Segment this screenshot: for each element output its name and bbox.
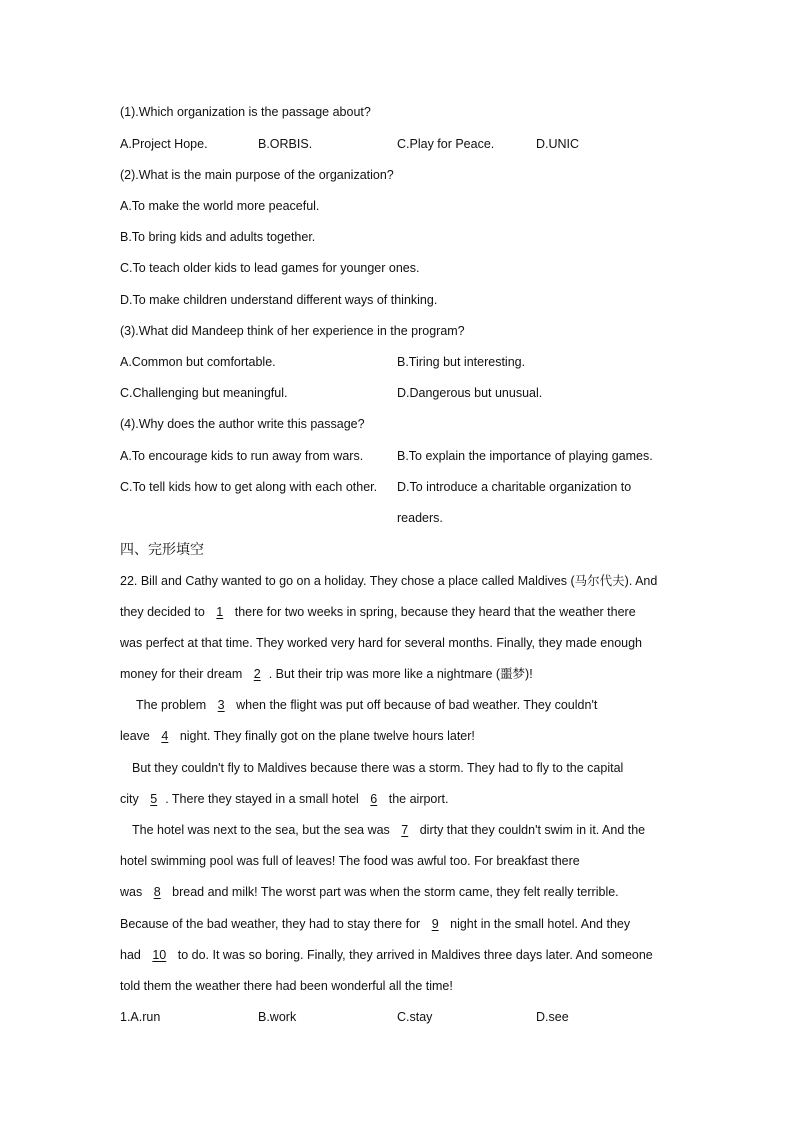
option-a[interactable]: 1.A.run <box>120 1010 161 1024</box>
question-3-stem: (3).What did Mandeep think of her experience in the program? <box>120 324 465 338</box>
cloze-line: city 5 . There they stayed in a small hotel 6 the airport. <box>120 792 449 806</box>
option-b[interactable]: B.To explain the importance of playing games. <box>397 449 653 463</box>
blank-4[interactable]: 4 <box>161 729 169 743</box>
option-c[interactable]: C.stay <box>397 1010 433 1024</box>
blank-3[interactable]: 3 <box>217 698 225 712</box>
option-a[interactable]: A.Common but comfortable. <box>120 355 276 369</box>
cloze-line: leave 4 night. They finally got on the plane twelve hours later! <box>120 729 475 743</box>
cloze-line: money for their dream 2 . But their trip was more like a nightmare (噩梦)! <box>120 667 533 681</box>
option-b[interactable]: B.ORBIS. <box>258 137 313 151</box>
option-d[interactable]: D.To make children understand different ways of thinking. <box>120 293 438 307</box>
cloze-line: But they couldn't fly to Maldives because there was a storm. They had to fly to the capital <box>132 761 624 775</box>
cloze-line: hotel swimming pool was full of leaves! The food was awful too. For breakfast there <box>120 854 580 868</box>
question-4-stem: (4).Why does the author write this passage? <box>120 417 365 431</box>
cloze-line: was perfect at that time. They worked very hard for several months. Finally, they made enough <box>120 636 643 650</box>
option-d[interactable]: D.UNIC <box>536 137 580 151</box>
option-c[interactable]: C.To teach older kids to lead games for younger ones. <box>120 261 420 275</box>
cloze-line: The problem 3 when the flight was put off because of bad weather. They couldn't <box>136 698 598 712</box>
blank-10[interactable]: 10 <box>152 948 167 962</box>
cloze-line: had 10 to do. It was so boring. Finally, they arrived in Maldives three days later. And someone <box>120 948 653 962</box>
option-c[interactable]: C.Play for Peace. <box>397 137 495 151</box>
option-a[interactable]: A.To encourage kids to run away from wars. <box>120 449 364 463</box>
option-d[interactable]: D.Dangerous but unusual. <box>397 386 543 400</box>
section-title: 四、完形填空 <box>120 541 204 557</box>
blank-2[interactable]: 2 <box>253 667 261 681</box>
option-d[interactable]: D.To introduce a charitable organization to readers. <box>397 480 632 525</box>
cloze-line: told them the weather there had been wonderful all the time! <box>120 979 453 993</box>
option-b[interactable]: B.To bring kids and adults together. <box>120 230 316 244</box>
cloze-line: 22. Bill and Cathy wanted to go on a holiday. They chose a place called Maldives (马尔代夫). And <box>120 574 658 588</box>
blank-9[interactable]: 9 <box>431 917 439 931</box>
option-c[interactable]: C.To tell kids how to get along with each other. <box>120 480 378 494</box>
option-c[interactable]: C.Challenging but meaningful. <box>120 386 288 400</box>
option-a[interactable]: A.Project Hope. <box>120 137 208 151</box>
blank-6[interactable]: 6 <box>370 792 378 806</box>
option-b[interactable]: B.Tiring but interesting. <box>397 355 526 369</box>
question-2-stem: (2).What is the main purpose of the organization? <box>120 168 394 182</box>
cloze-line: The hotel was next to the sea, but the sea was 7 dirty that they couldn't swim in it. And the <box>132 823 646 837</box>
blank-7[interactable]: 7 <box>401 823 409 837</box>
blank-8[interactable]: 8 <box>153 885 161 899</box>
cloze-line: was 8 bread and milk! The worst part was when the storm came, they felt really terrible. <box>120 885 619 899</box>
blank-5[interactable]: 5 <box>150 792 158 806</box>
cloze-line: they decided to 1 there for two weeks in spring, because they heard that the weather there <box>120 605 636 619</box>
blank-1[interactable]: 1 <box>216 605 224 619</box>
option-b[interactable]: B.work <box>258 1010 297 1024</box>
cloze-line: Because of the bad weather, they had to stay there for 9 night in the small hotel. And they <box>120 917 631 931</box>
question-1-stem: (1).Which organization is the passage about? <box>120 105 371 119</box>
option-d[interactable]: D.see <box>536 1010 569 1024</box>
option-a[interactable]: A.To make the world more peaceful. <box>120 199 320 213</box>
